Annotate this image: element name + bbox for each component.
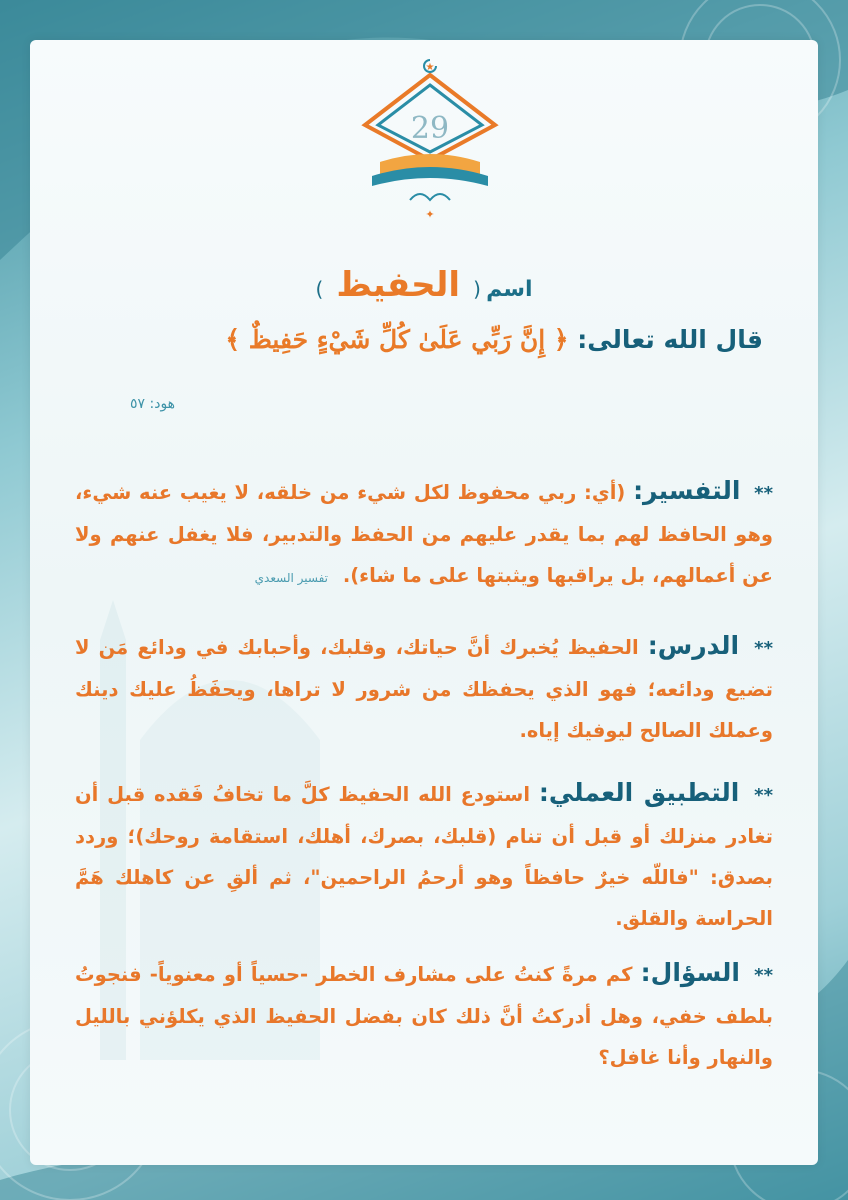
section-dars [75, 625, 773, 751]
section-heading-dars: الدرس: [647, 631, 740, 660]
stars-marker: ** [754, 785, 773, 806]
logo-emblem [350, 50, 510, 220]
section-heading-tatbeeq: التطبيق العملي: [538, 778, 740, 807]
verse-reference: هود: ٥٧ [130, 396, 176, 412]
title-prefix: اسم [486, 277, 533, 302]
section-body-dars: الحفيظ يُخبرك أنَّ حياتك، وقلبك، وأحبابك في ودائع مَن لا تضيع ودائعه؛ فهو الذي يحفظك من شرور لا تراها، ويحفَظُ عليك دينك وعملك الصالح ليوفيك إياه. [75, 636, 773, 742]
verse-text: ﴿ إِنَّ رَبِّي عَلَىٰ كُلِّ شَيْءٍ حَفِيظٌ ﴾ [225, 325, 569, 354]
source-note: تفسير السعدي [254, 571, 329, 585]
svg-text:✦: ✦ [425, 208, 435, 220]
section-tatbeeq [75, 772, 773, 939]
page-title [30, 265, 818, 305]
section-heading-sual: السؤال: [640, 958, 741, 987]
quran-verse [70, 325, 763, 354]
section-sual [75, 952, 773, 1078]
svg-text:★: ★ [425, 62, 435, 73]
section-heading-tafsir: التفسير: [633, 476, 741, 505]
title-name: الحفيظ [336, 265, 461, 305]
stars-marker: ** [754, 965, 773, 986]
title-close-paren: ) [315, 277, 324, 301]
stars-marker: ** [754, 483, 773, 504]
verse-intro: قال الله تعالى: [577, 325, 763, 354]
content-card [30, 40, 818, 1165]
logo-number: 29 [410, 111, 450, 146]
section-tafsir [75, 470, 773, 599]
stars-marker: ** [754, 638, 773, 659]
section-body-sual: كم مرةً كنتُ على مشارف الخطر -حسياً أو معنوياً- فنجوتُ بلطف خفي، وهل أدركتُ أنَّ ذلك كان بفضل الحفيظ الذي يكلؤني بالليل والنهار وأنا غافل؟ [75, 963, 773, 1069]
section-body-tafsir: (أي: ربي محفوظ لكل شيء من خلقه، لا يغيب عنه شيء، وهو الحافظ لهم بما يقدر عليهم من الحفظ والتدبير، فلا يغفل عنهم ولا عن أعمالهم، بل يراقبها ويثبتها على ما شاء). [75, 481, 773, 587]
section-body-tatbeeq: استودع الله الحفيظ كلَّ ما تخافُ فَقده قبل أن تغادر منزلك أو قبل أن تنام (قلبك، بصرك، أهلك، استقامة روحك)؛ وردد بصدق: "فاللّه خيرٌ حافظاً وهو أرحمُ الراحمين"، ثم ألقِ عن كاهلك هَمَّ الحراسة والقلق. [75, 783, 773, 930]
title-open-paren: ( [473, 277, 481, 301]
